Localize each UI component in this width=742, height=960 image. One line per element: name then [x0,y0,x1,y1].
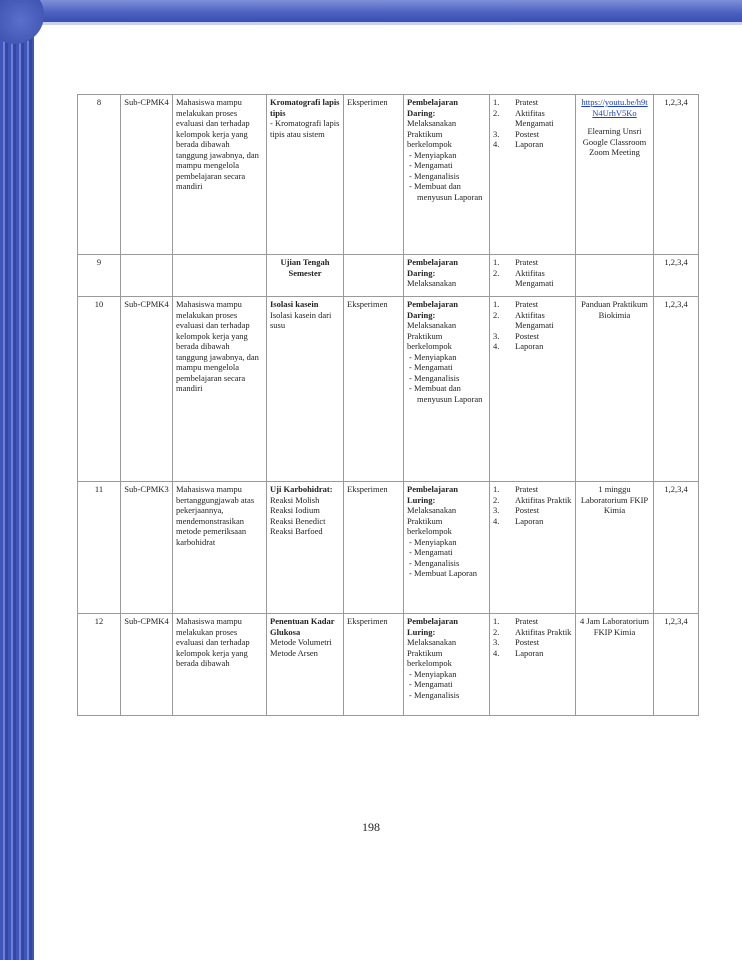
learning-cell [404,614,490,716]
assessment-cell: 1. Pratest 2. Aktifitas Mengamati 3. Postest 4. Laporan [490,95,576,255]
indicator-cell: Mahasiswa mampu bertanggungjawab atas pekerjaannya, mendemonstrasikan metode pemeriksaan karbohidrat [173,482,267,614]
resource-text: 4 Jam Laboratorium FKIP Kimia [580,616,649,637]
learning-step: - Menganalisis [409,372,460,383]
learning-step: - Membuat Laporan [409,568,477,578]
table-row [78,482,699,614]
week-cell: 9 [78,255,121,297]
resource-cell [576,95,654,255]
learning-steps [407,150,486,203]
assessment-item: Aktifitas Praktik [515,626,572,637]
assessment-item: Pratest [515,97,539,107]
table-row [78,297,699,482]
assessment-item: Postest [515,330,540,341]
resource-link[interactable]: https://youtu.be/h9tN4UrhV5Ko [581,97,648,118]
assessment-item: Laporan [515,515,544,526]
learning-cell [404,255,490,297]
material-body: Metode Volumetri Metode Arsen [270,637,332,658]
resource-cell [576,614,654,716]
indicator-cell: Mahasiswa mampu melakukan proses evaluasi dan terhadap kelompok kerja yang berada dibawah tanggung jawabnya, dan mampu mengelola pembelajaran secara mandiri [173,297,267,482]
assessment-item: Aktifitas Mengamati [515,267,554,288]
references-cell: 1,2,3,4 [654,297,699,482]
assessment-item: Aktifitas Praktik [515,494,572,505]
learning-step: - Menganalisis [409,557,460,568]
week-cell: 8 [78,95,121,255]
table-row [78,614,699,716]
learning-steps [407,537,486,579]
material-title: Penentuan Kadar Glukosa [270,616,335,637]
assessment-item: Postest [515,505,540,515]
subcpmk-cell: Sub-CPMK4 [121,614,173,716]
learning-step: - Mengamati [409,160,453,170]
material-cell [267,297,344,482]
material-body: - Kromatografi lapis tipis atau sistem [270,118,340,139]
indicator-cell: Mahasiswa mampu melakukan proses evaluasi dan terhadap kelompok kerja yang berada dibawah tanggung jawabnya, dan mampu mengelola pembelajaran secara mandiri [173,95,267,255]
learning-step: - Menganalisis [409,689,460,700]
learning-title: Pembelajaran Daring: [407,299,458,320]
assessment-cell: 1. Pratest 2. Aktifitas Mengamati 3. Postest 4. Laporan [490,297,576,482]
page-number: 198 [362,820,380,834]
material-title: Kromatografi lapis tipis [270,97,340,118]
learning-intro: Melaksanakan Praktikum berkelompok [407,320,457,351]
assessment-item: Laporan [515,647,544,658]
resource-text: Elearning Unsri Google Classroom Zoom Meeting [582,126,647,157]
learning-step: - Menyiapkan [409,536,457,547]
indicator-cell [173,255,267,297]
table-row [78,255,699,297]
learning-title: Pembelajaran Luring: [407,484,458,505]
assessment-item: Laporan [515,139,544,149]
learning-intro: Melaksanakan Praktikum berkelompok [407,505,457,536]
table-row [78,95,699,255]
assessment-item: Pratest [515,484,539,494]
assessment-cell: 1. Pratest 2. Aktifitas Praktik 3. Postest 4. Laporan [490,482,576,614]
method-cell: Eksperimen [344,482,404,614]
assessment-item: Postest [515,637,540,647]
week-cell: 11 [78,482,121,614]
header-bar [0,0,742,22]
learning-cell [404,95,490,255]
references-cell: 1,2,3,4 [654,95,699,255]
material-body: Isolasi kasein dari susu [270,309,332,330]
learning-step: - Menganalisis [409,170,460,181]
material-title: Isolasi kasein [270,299,319,309]
material-title: Ujian Tengah Semester [280,257,330,278]
learning-step: - Membuat dan menyusun Laporan [409,383,483,404]
learning-steps [407,669,486,701]
learning-title: Pembelajaran Luring: [407,616,458,637]
method-cell [344,255,404,297]
learning-cell [404,297,490,482]
header-divider [0,22,742,25]
learning-step: - Membuat dan menyusun Laporan [409,181,483,202]
references-cell: 1,2,3,4 [654,255,699,297]
subcpmk-cell: Sub-CPMK4 [121,95,173,255]
corner-ornament [0,0,44,44]
assessment-item: Pratest [515,257,539,267]
subcpmk-cell: Sub-CPMK3 [121,482,173,614]
assessment-item: Postest [515,128,540,139]
subcpmk-cell [121,255,173,297]
assessment-item: Aktifitas Mengamati [515,309,554,330]
resource-text: 1 minggu Laboratorium FKIP Kimia [580,484,649,515]
material-cell [267,482,344,614]
rps-table [77,94,699,716]
material-title: Uji Karbohidrat: [270,484,333,494]
learning-step: - Menyiapkan [409,668,457,679]
sidebar-stripe [0,0,34,960]
references-cell: 1,2,3,4 [654,614,699,716]
learning-intro: Melaksanakan [407,278,457,288]
resource-text: Panduan Praktikum Biokimia [581,299,648,320]
material-cell [267,614,344,716]
resource-cell [576,297,654,482]
references-cell: 1,2,3,4 [654,482,699,614]
learning-title: Pembelajaran Daring: [407,97,458,118]
week-cell: 10 [78,297,121,482]
assessment-cell: 1. Pratest 2. Aktifitas Mengamati [490,255,576,297]
material-cell [267,255,344,297]
assessment-item: Pratest [515,616,539,626]
indicator-cell: Mahasiswa mampu melakukan proses evaluasi dan terhadap kelompok kerja yang berada dibawah [173,614,267,716]
learning-cell [404,482,490,614]
material-cell [267,95,344,255]
learning-step: - Mengamati [409,679,453,689]
learning-step: - Mengamati [409,362,453,372]
assessment-cell: 1. Pratest 2. Aktifitas Praktik 3. Postest 4. Laporan [490,614,576,716]
method-cell: Eksperimen [344,297,404,482]
week-cell: 12 [78,614,121,716]
learning-intro: Melaksanakan Praktikum berkelompok [407,637,457,668]
assessment-item: Laporan [515,341,544,351]
learning-step: - Menyiapkan [409,149,457,160]
method-cell: Eksperimen [344,95,404,255]
learning-step: - Mengamati [409,547,453,557]
material-body: Reaksi Molish Reaksi Iodium Reaksi Benedict Reaksi Barfoed [270,494,326,536]
learning-title: Pembelajaran Daring: [407,257,458,278]
learning-intro: Melaksanakan Praktikum berkelompok [407,118,457,149]
assessment-item: Pratest [515,299,539,309]
learning-step: - Menyiapkan [409,351,457,362]
learning-steps [407,352,486,405]
resource-cell [576,482,654,614]
assessment-item: Aktifitas Mengamati [515,107,554,128]
resource-cell [576,255,654,297]
subcpmk-cell: Sub-CPMK4 [121,297,173,482]
method-cell: Eksperimen [344,614,404,716]
